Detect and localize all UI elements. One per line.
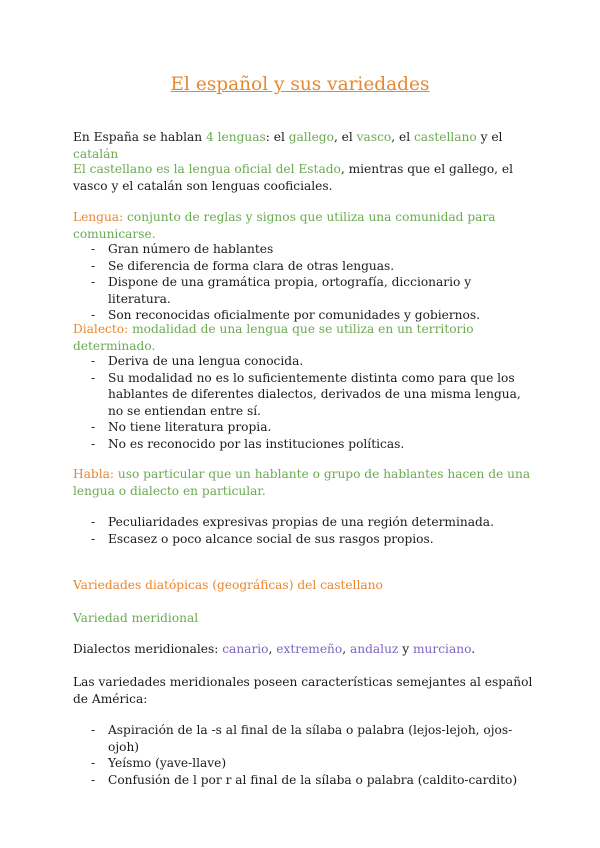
dialectos-text: Dialectos meridionales: [73,642,223,656]
dialecto-def: modalidad de una lengua que se utiliza en un territorio determinado. [73,322,474,353]
catalan-term: catalán [73,146,119,161]
lenguas-link: 4 lenguas [205,130,266,144]
list-item: - No tiene literatura propia. [91,419,531,436]
vasco-term: vasco [356,130,392,144]
habla-term: Habla: [73,467,114,481]
lengua-def: conjunto de reglas y signos que utiliza una comunidad para comunicarse. [73,210,496,241]
list-item: - Se diferencia de forma clara de otras lenguas. [91,258,531,275]
andaluz-term: andaluz [350,642,399,656]
america-list [91,722,531,788]
intro-text: , el [391,130,414,144]
dialecto-term: Dialecto: [73,322,129,336]
separator-text: , [342,642,350,656]
separator-text: y [398,642,413,656]
list-item: - Su modalidad no es lo suficientemente distinta como para que los hablantes de diferentes dialectos, derivados de una misma lengua, no se entiendan entre sí. [91,370,531,420]
intro-paragraph [73,129,535,162]
murciano-term: murciano [413,642,472,656]
list-item: - Gran número de hablantes [91,241,531,258]
list-item: - Yeísmo (yave-llave) [91,755,531,772]
list-item: - Dispone de una gramática propia, ortografía, diccionario y literatura. [91,274,531,307]
official-paragraph [73,161,535,194]
list-item: - No es reconocido por las instituciones políticas. [91,436,531,453]
extremeno-term: extremeño [276,642,343,656]
canario-term: canario [222,642,269,656]
list-item: - Peculiaridades expresivas propias de una región determinada. [91,514,531,531]
list-item: - Confusión de l por r al final de la sílaba o palabra (caldito-cardito) [91,772,531,789]
gallego-term: gallego [288,130,334,144]
official-rest: , mientras que el gallego, el vasco y el catalán son lenguas cooficiales. [73,162,514,193]
castellano-term: castellano [413,130,477,144]
list-item: - Son reconocidas oficialmente por comunidades y gobiernos. [91,307,531,324]
list-item: - Escasez o poco alcance social de sus rasgos propios. [91,531,531,548]
separator-text: . [471,642,476,656]
variedades-heading: Variedades diatópicas (geográficas) del castellano [73,578,383,592]
list-item: - Aspiración de la -s al final de la sílaba o palabra (lejos-lejoh, ojos-ojoh) [91,722,531,755]
dialecto-list [91,353,531,452]
america-paragraph: Las variedades meridionales poseen características semejantes al español de América: [73,675,533,706]
separator-text: , [268,642,277,656]
intro-text: , el [333,130,357,144]
page-title: El español y sus variedades [170,74,430,95]
official-highlight: El castellano es la lengua oficial del Estado [73,162,341,176]
lengua-term: Lengua: [73,210,124,224]
list-item: - Deriva de una lengua conocida. [91,353,531,370]
intro-text: y el [476,130,503,144]
dialectos-paragraph [73,641,535,658]
habla-def: uso particular que un hablante o grupo de hablantes hacen de una lengua o dialecto en particular. [73,467,531,498]
intro-text: En España se hablan [73,130,206,144]
habla-list [91,514,531,547]
dialecto-definition [73,321,535,354]
intro-text: : el [265,130,289,144]
lengua-list [91,241,531,324]
meridional-heading: Variedad meridional [73,611,199,625]
habla-definition [73,466,535,499]
lengua-definition [73,209,535,242]
